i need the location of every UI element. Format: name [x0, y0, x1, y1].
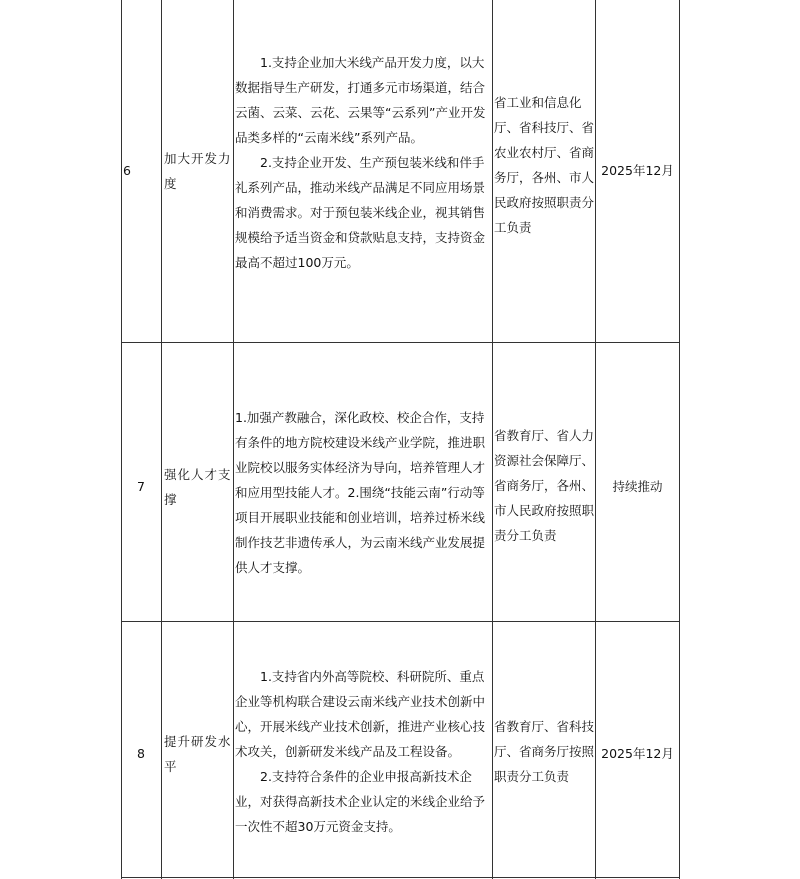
row-number: 8 — [137, 746, 145, 761]
item-name — [164, 729, 234, 779]
item-name-line: 度 — [164, 176, 178, 191]
responsible-units: 省教育厅、省科技厅、省商务厅按照职责分工负责 — [494, 719, 595, 784]
item-name — [164, 146, 234, 196]
measure-paragraph: 1.支持省内外高等院校、科研院所、重点企业等机构联合建设云南米线产业技术创新中心，开展米线产业技术创新，推进产业核心技术攻关，创新研发米线产品及工程设备。 — [235, 669, 486, 759]
item-name-line: 强化人才支 — [164, 467, 232, 482]
item-name-line: 平 — [164, 759, 178, 774]
item-name — [164, 462, 234, 512]
measures-text — [235, 50, 492, 275]
item-name-line: 撑 — [164, 492, 178, 507]
deadline: 持续推动 — [612, 479, 663, 494]
measure-paragraph: 1.支持企业加大米线产品开发力度，以大数据指导生产研发，打通多元市场渠道，结合云菌、云菜、云花、云果等“云系列”产业开发品类多样的“云南米线”系列产品。 — [235, 55, 486, 145]
row-number: 7 — [137, 479, 145, 494]
row-divider-6-7 — [121, 342, 680, 343]
table-border-right — [679, 0, 680, 879]
responsible-units: 省工业和信息化厅、省科技厅、省农业农村厅、省商务厅，各州、市人民政府按照职责分工负责 — [494, 95, 595, 235]
table-border-bottom — [121, 877, 680, 878]
deadline: 2025年12月 — [601, 163, 674, 178]
measures-text — [235, 664, 492, 839]
item-name-line: 加大开发力 — [164, 151, 232, 166]
table-divider-col3 — [492, 0, 493, 879]
responsible-units: 省教育厅、省人力资源社会保障厅、省商务厅，各州、市人民政府按照职责分工负责 — [494, 428, 595, 543]
table-divider-col1 — [161, 0, 162, 879]
item-name-line: 提升研发水 — [164, 734, 232, 749]
measure-paragraph: 2.支持企业开发、生产预包装米线和伴手礼系列产品，推动米线产品满足不同应用场景和消费需求。对于预包装米线企业，视其销售规模给予适当资金和贷款贴息支持，支持资金最高不超过100万元。 — [235, 155, 486, 270]
row-number: 6 — [123, 163, 131, 178]
measures-text — [235, 405, 492, 580]
row-divider-7-8 — [121, 621, 680, 622]
measure-paragraph: 2.支持符合条件的企业申报高新技术企业，对获得高新技术企业认定的米线企业给予一次性不超30万元资金支持。 — [235, 769, 486, 834]
measure-paragraph: 1.加强产教融合，深化政校、校企合作，支持有条件的地方院校建设米线产业学院，推进职业院校以服务实体经济为导向，培养管理人才和应用型技能人才。2.围绕“技能云南”行动等项目开展职业技能和创业培训，培养过桥米线制作技艺非遗传承人，为云南米线产业发展提供人才支撑。 — [235, 410, 486, 575]
deadline: 2025年12月 — [601, 746, 674, 761]
